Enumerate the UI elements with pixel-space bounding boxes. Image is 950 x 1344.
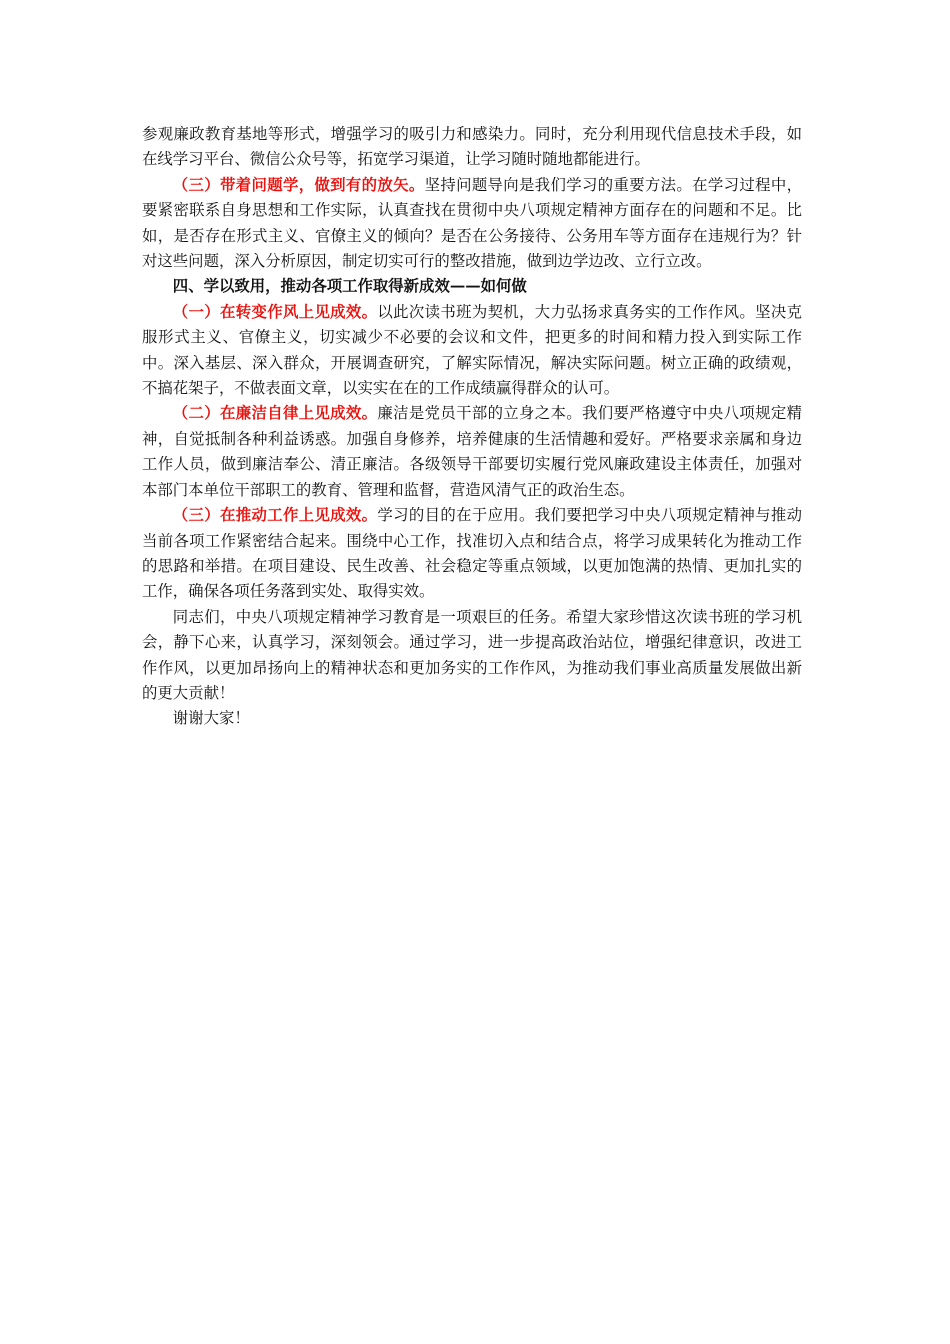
- paragraph-thanks: 谢谢大家！: [172, 709, 250, 728]
- paragraph-body: 以此次读书班为契机，大力弘扬求真务实的工作作风。坚决克服形式主义、官僚主义，切实减少不必要的会议和文件，把更多的时间和精力投入到实际工作中。深入基层、深入群众，开展调查研究，了解实际情况，解决实际问题。树立正确的政绩观，不搞花架子，不做表面文章，以实实在在的工作成绩赢得群众的认可。: [142, 302, 802, 398]
- paragraph-closing: 同志们，中央八项规定精神学习教育是一项艰巨的任务。希望大家珍惜这次读书班的学习机会，静下心来，认真学习，深刻领会。通过学习，进一步提高政治站位，增强纪律意识，改进工作作风，以更加昂扬向上的精神状态和更加务实的工作作风，为推动我们事业高质量发展做出新的更大贡献！: [142, 607, 802, 702]
- paragraph-lead-emphasis: （一）在转变作风上见成效。: [172, 302, 378, 321]
- paragraph-integrity: [142, 401, 802, 503]
- paragraph-body: 坚持问题导向是我们学习的重要方法。在学习过程中，要紧密联系自身思想和工作实际，认真查找在贯彻中央八项规定精神方面存在的问题和不足。比如，是否存在形式主义、官僚主义的倾向？是否在公务接待、公务用车等方面存在违规行为？针对这些问题，深入分析原因，制定切实可行的整改措施，做到边学边改、立行立改。: [142, 175, 802, 271]
- paragraph-body: 廉洁是党员干部的立身之本。我们要严格遵守中央八项规定精神，自觉抵制各种利益诱惑。加强自身修养，培养健康的生活情趣和爱好。严格要求亲属和身边工作人员，做到廉洁奉公、清正廉洁。各级领导干部要切实履行党风廉政建设主体责任，加强对本部门本单位干部职工的教育、管理和监督，营造风清气正的政治生态。: [142, 404, 802, 499]
- paragraph-promote-work: [142, 503, 802, 605]
- paragraph-body: 学习的目的在于应用。我们要把学习中央八项规定精神与推动当前各项工作紧密结合起来。围绕中心工作，找准切入点和结合点，将学习成果转化为推动工作的思路和举措。在项目建设、民生改善、社会稳定等重点领域，以更加饱满的热情、更加扎实的工作，确保各项任务落到实处、取得实效。: [142, 506, 802, 601]
- document-page: [142, 122, 802, 732]
- paragraph-body: 参观廉政教育基地等形式，增强学习的吸引力和感染力。同时，充分利用现代信息技术手段，如在线学习平台、微信公众号等，拓宽学习渠道，让学习随时随地都能进行。: [142, 125, 802, 169]
- paragraph-study-with-problems: [142, 173, 802, 275]
- section-heading: 四、学以致用，推动各项工作取得新成效——如何做: [172, 277, 527, 296]
- paragraph-continuation: [142, 122, 802, 173]
- paragraph-lead-emphasis: （三）带着问题学，做到有的放矢。: [172, 175, 425, 194]
- paragraph-work-style: [142, 300, 802, 402]
- paragraph-lead-emphasis: （二）在廉洁自律上见成效。: [172, 404, 378, 423]
- paragraph-lead-emphasis: （三）在推动工作上见成效。: [172, 506, 378, 525]
